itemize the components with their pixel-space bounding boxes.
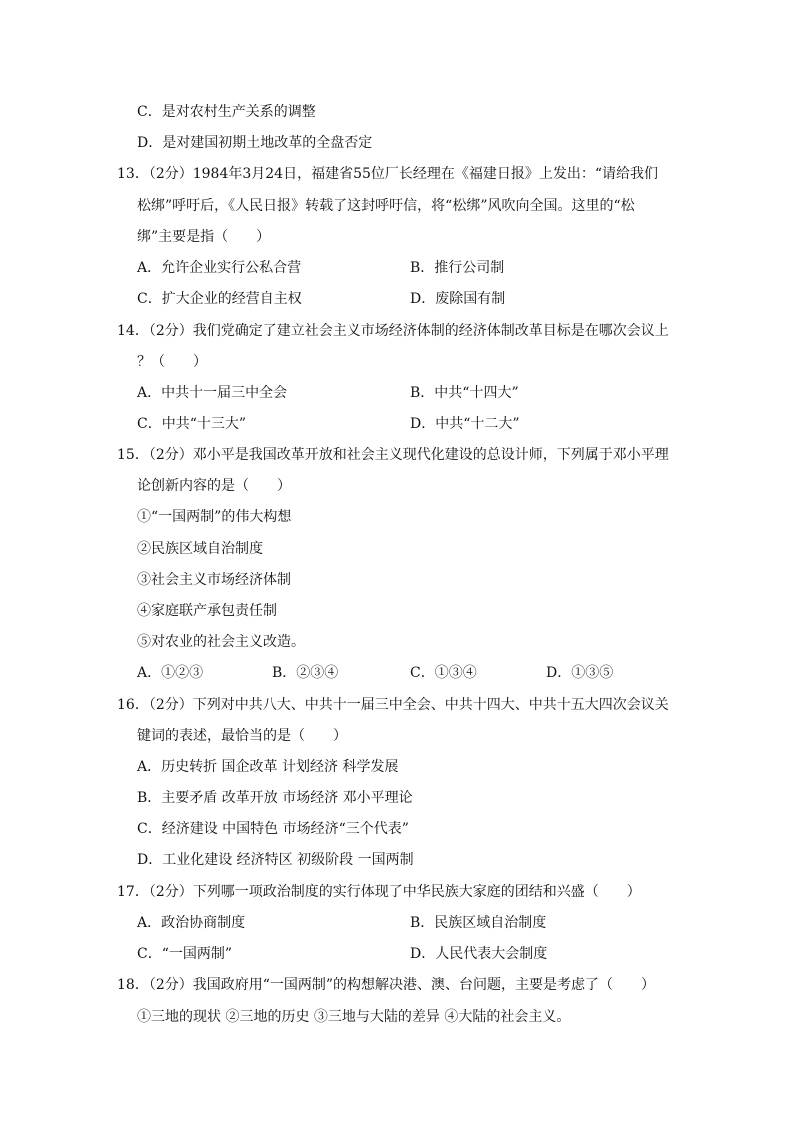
q15-option-d: D．①③⑤ xyxy=(546,665,614,681)
q16-stem-line2: 键词的表述，最恰当的是（ ） xyxy=(137,728,347,744)
q15-option-a: A．①②③ xyxy=(137,665,204,681)
q15-item-4: ④家庭联产承包责任制 xyxy=(137,603,277,619)
q15-option-b: B．②③④ xyxy=(272,665,339,681)
q17-stem-line1: 17．（2分）下列哪一项政治制度的实行体现了中华民族大家庭的团结和兴盛（ ） xyxy=(117,884,641,900)
q15-option-c: C．①③④ xyxy=(410,665,477,681)
q13-option-b: B．推行公司制 xyxy=(410,260,505,276)
q13-stem-line1: 13．（2分）1984年3月24日，福建省55位厂长经理在《福建日报》上发出：“请给我们 xyxy=(117,166,659,182)
q15-item-1: ①“一国两制”的伟大构想 xyxy=(137,509,292,525)
q12-option-d: D．是对建国初期土地改革的全盘否定 xyxy=(137,135,373,151)
q13-stem-line3: 绑”主要是指（ ） xyxy=(137,229,271,245)
q17-option-c: C．“一国两制” xyxy=(137,946,233,962)
q14-option-b: B．中共“十四大” xyxy=(410,385,519,401)
q13-option-c: C．扩大企业的经营自主权 xyxy=(137,291,302,307)
q16-option-b: B．主要矛盾 改革开放 市场经济 邓小平理论 xyxy=(137,790,413,806)
q17-option-a: A．政治协商制度 xyxy=(137,915,246,931)
q17-option-b: B．民族区域自治制度 xyxy=(410,915,547,931)
q13-option-d: D．废除国有制 xyxy=(410,291,506,307)
q15-item-3: ③社会主义市场经济体制 xyxy=(137,572,291,588)
q13-option-a: A．允许企业实行公私合营 xyxy=(137,260,302,276)
q16-stem-line1: 16．（2分）下列对中共八大、中共十一届三中全会、中共十四大、中共十五大四次会议关 xyxy=(117,697,669,713)
q16-option-c: C．经济建设 中国特色 市场经济“三个代表” xyxy=(137,821,409,837)
q12-option-c: C．是对农村生产关系的调整 xyxy=(137,104,316,120)
q15-stem-line1: 15．（2分）邓小平是我国改革开放和社会主义现代化建设的总设计师，下列属于邓小平理 xyxy=(117,447,669,463)
q18-stem-line1: 18．（2分）我国政府用“一国两制”的构想解决港、澳、台问题，主要是考虑了（ ） xyxy=(117,977,656,993)
q16-option-a: A．历史转折 国企改革 计划经济 科学发展 xyxy=(137,759,399,775)
q14-option-d: D．中共“十二大” xyxy=(410,416,520,432)
q14-option-c: C．中共“十三大” xyxy=(137,416,247,432)
q14-stem-line2: ？（ ） xyxy=(137,354,207,370)
q17-option-d: D．人民代表大会制度 xyxy=(410,946,548,962)
q16-option-d: D．工业化建设 经济特区 初级阶段 一国两制 xyxy=(137,852,414,868)
q13-stem-line2: 松绑”呼吁后，《人民日报》转载了这封呼吁信，将“松绑”风吹向全国。这里的“松 xyxy=(137,198,635,214)
q18-stem-line2: ①三地的现状 ②三地的历史 ③三地与大陆的差异 ④大陆的社会主义。 xyxy=(137,1009,571,1025)
q15-stem-line2: 论创新内容的是（ ） xyxy=(137,478,291,494)
q15-item-2: ②民族区域自治制度 xyxy=(137,541,263,557)
q14-stem-line1: 14．（2分）我们党确定了建立社会主义市场经济体制的经济体制改革目标是在哪次会议上 xyxy=(117,323,669,339)
q15-item-5: ⑤对农业的社会主义改造。 xyxy=(137,634,305,650)
q14-option-a: A．中共十一届三中全会 xyxy=(137,385,288,401)
